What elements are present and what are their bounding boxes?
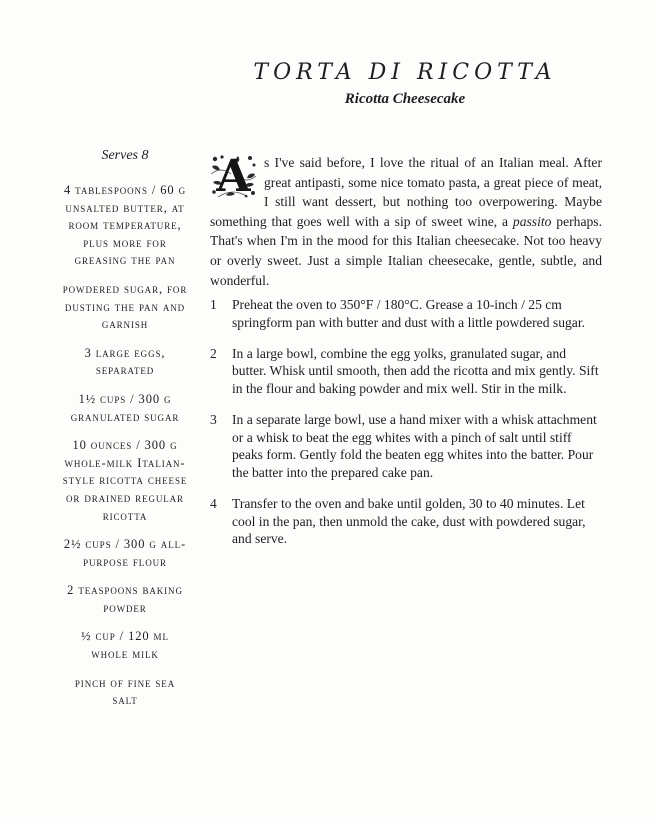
decorative-drop-cap-icon xyxy=(210,151,257,202)
recipe-title: TORTA DI RICOTTA xyxy=(253,60,557,85)
ingredient-item: 2 teaspoons baking powder xyxy=(67,583,183,615)
serves-label: Serves 8 xyxy=(101,148,149,163)
step-item xyxy=(210,495,602,548)
intro-text: s I've said before, I love the ritual of an Italian meal. After great antipasti, some nice tomato pasta, a great piece of meat, I still want dessert, but nothing too overpowering. Maybe something that goes well with a sip of sweet wine, a xyxy=(210,155,602,229)
intro-italic-word: passito xyxy=(512,213,552,229)
ingredient-item: 4 tablespoons / 60 g unsalted butter, at room temperature, plus more for greasing the pan xyxy=(63,183,186,268)
ingredient-item: 3 large eggs, separated xyxy=(84,345,166,378)
step-item xyxy=(210,411,602,481)
ingredient-item: 10 ounces / 300 g whole-milk Italian-style ricotta cheese or drained regular ricotta xyxy=(62,438,188,523)
drop-cap-letter: A xyxy=(216,151,251,202)
ingredient-item: 2½ cups / 300 g all-purpose flour xyxy=(63,537,187,569)
step-text: Preheat the oven to 350°F / 180°C. Grease a 10-inch / 25 cm springform pan with butter and dust with a little powdered sugar. xyxy=(232,297,585,330)
step-number: 1 xyxy=(210,297,217,312)
method-steps xyxy=(210,296,602,562)
ingredient-item: 1½ cups / 300 g granulated sugar xyxy=(70,391,180,424)
ingredient-item: pinch of fine sea salt xyxy=(74,675,176,708)
step-text: In a large bowl, combine the egg yolks, granulated sugar, and butter. Whisk until smooth, then add the ricotta and mix gently. Sift in the flour and baking powder and mix well. Stir in the milk. xyxy=(232,345,599,396)
step-number: 2 xyxy=(210,345,217,361)
intro-paragraph xyxy=(210,153,602,290)
step-number: 4 xyxy=(210,496,217,512)
ingredient-item: ½ cup / 120 ml whole milk xyxy=(81,629,169,662)
intro-text-end: perhaps. That's when I'm in the mood for this Italian cheesecake. Not too heavy or overly sweet. Just a simple Italian cheesecake, gentle, subtle, and wonderful. xyxy=(210,213,602,288)
step-number: 3 xyxy=(210,412,217,428)
recipe-subtitle: Ricotta Cheesecake xyxy=(344,91,466,107)
ingredients-sidebar xyxy=(62,148,188,721)
step-text: Transfer to the oven and bake until golden, 30 to 40 minutes. Let cool in the pan, then unmold the cake, dust with powdered sugar, and serve. xyxy=(232,496,586,547)
step-text: In a separate large bowl, use a hand mixer with a whisk attachment or a whisk to beat the egg whites with a pinch of salt until stiff peaks form. Gently fold the beaten egg whites into the batter. Pour the batter into the prepared cake pan. xyxy=(232,412,597,480)
step-item xyxy=(210,345,602,398)
ingredient-item: powdered sugar, for dusting the pan and garnish xyxy=(62,281,188,332)
step-item xyxy=(210,296,602,331)
